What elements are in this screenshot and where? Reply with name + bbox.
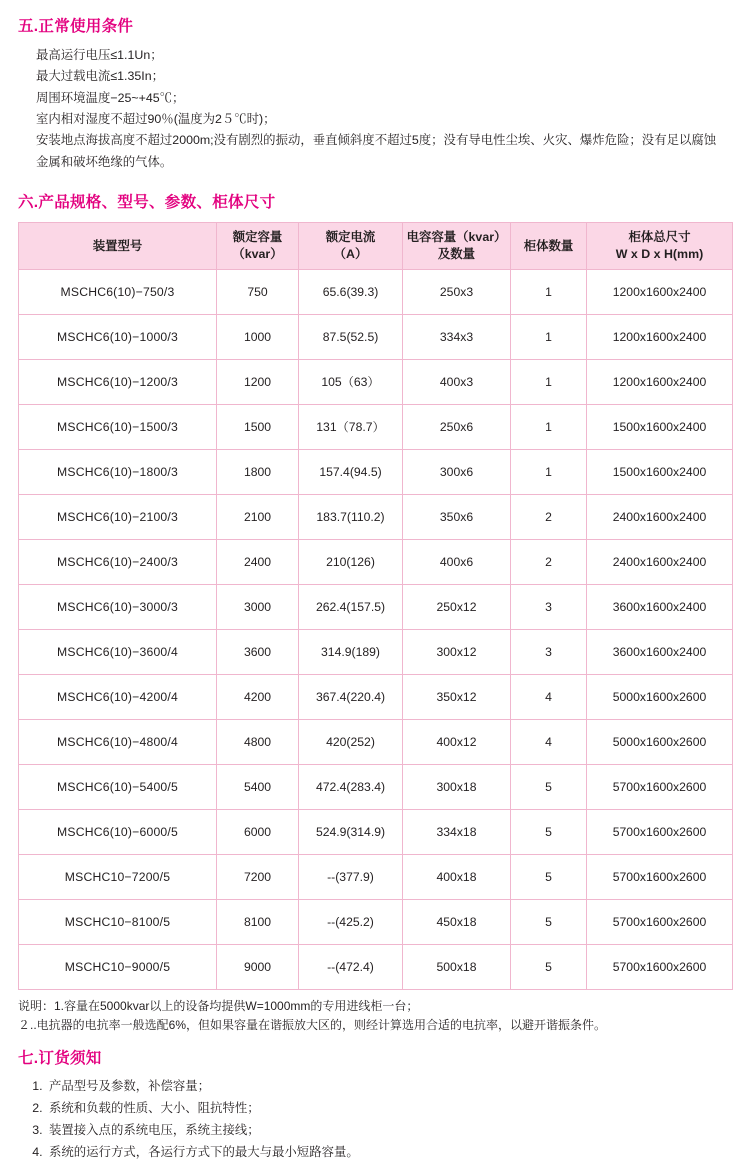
cell-rated-current: --(425.2) xyxy=(299,899,403,944)
cell-cabinet-count: 5 xyxy=(511,809,587,854)
cell-cabinet-count: 5 xyxy=(511,764,587,809)
column-header-line: W x D x H(mm) xyxy=(615,246,704,261)
column-header-line: 装置型号 xyxy=(92,238,143,253)
column-header-cabinet-dimensions xyxy=(587,222,733,269)
cell-cabinet-count: 2 xyxy=(511,539,587,584)
condition-line: 金属和破坏绝缘的气体。 xyxy=(36,154,173,169)
cell-rated-current: 87.5(52.5) xyxy=(299,314,403,359)
cell-rated-capacity: 1000 xyxy=(217,314,299,359)
cell-rated-capacity: 4200 xyxy=(217,674,299,719)
cell-capacitor-capacity: 334x3 xyxy=(403,314,511,359)
cell-rated-current: 105（63） xyxy=(299,359,403,404)
cell-cabinet-dimensions: 3600x1600x2400 xyxy=(587,584,733,629)
list-item: 1. 产品型号及参数，补偿容量； xyxy=(46,1075,732,1097)
cell-rated-current: 262.4(157.5) xyxy=(299,584,403,629)
condition-line: 最高运行电压≤1.1Un； xyxy=(36,48,163,62)
cell-capacitor-capacity: 300x18 xyxy=(403,764,511,809)
cell-rated-capacity: 1200 xyxy=(217,359,299,404)
cell-cabinet-count: 4 xyxy=(511,719,587,764)
cell-capacitor-capacity: 250x12 xyxy=(403,584,511,629)
cell-model: MSCHC6(10)−3600/4 xyxy=(19,629,217,674)
cell-model: MSCHC10−7200/5 xyxy=(19,854,217,899)
cell-model: MSCHC6(10)−1500/3 xyxy=(19,404,217,449)
table-row xyxy=(19,314,733,359)
cell-rated-current: 367.4(220.4) xyxy=(299,674,403,719)
cell-cabinet-dimensions: 5000x1600x2600 xyxy=(587,674,733,719)
column-header-line: 额定电流 xyxy=(325,230,376,245)
cell-cabinet-dimensions: 1500x1600x2400 xyxy=(587,449,733,494)
cell-rated-current: --(377.9) xyxy=(299,854,403,899)
list-item: 3. 装置接入点的系统电压，系统主接线； xyxy=(46,1119,732,1141)
cell-cabinet-dimensions: 1500x1600x2400 xyxy=(587,404,733,449)
spec-table-body xyxy=(19,269,733,989)
cell-capacitor-capacity: 300x6 xyxy=(403,449,511,494)
cell-rated-current: 210(126) xyxy=(299,539,403,584)
column-header-line: 柜体总尺寸 xyxy=(628,230,691,245)
cell-rated-capacity: 1500 xyxy=(217,404,299,449)
section-heading-specs: 六.产品规格、型号、参数、柜体尺寸 xyxy=(18,193,276,211)
cell-rated-current: 131（78.7） xyxy=(299,404,403,449)
cell-capacitor-capacity: 400x18 xyxy=(403,854,511,899)
cell-capacitor-capacity: 250x6 xyxy=(403,404,511,449)
cell-model: MSCHC6(10)−2400/3 xyxy=(19,539,217,584)
cell-capacitor-capacity: 500x18 xyxy=(403,944,511,989)
cell-rated-current: 420(252) xyxy=(299,719,403,764)
cell-rated-capacity: 7200 xyxy=(217,854,299,899)
cell-cabinet-dimensions: 5000x1600x2600 xyxy=(587,719,733,764)
column-header-line: 电容容量（kvar） xyxy=(406,230,507,245)
cell-model: MSCHC6(10)−2100/3 xyxy=(19,494,217,539)
cell-cabinet-count: 1 xyxy=(511,314,587,359)
cell-cabinet-dimensions: 2400x1600x2400 xyxy=(587,494,733,539)
cell-cabinet-count: 1 xyxy=(511,359,587,404)
column-header-model xyxy=(19,222,217,269)
cell-cabinet-count: 1 xyxy=(511,404,587,449)
cell-capacitor-capacity: 400x3 xyxy=(403,359,511,404)
cell-cabinet-dimensions: 5700x1600x2600 xyxy=(587,809,733,854)
cell-capacitor-capacity: 350x12 xyxy=(403,674,511,719)
table-row xyxy=(19,359,733,404)
cell-model: MSCHC6(10)−4800/4 xyxy=(19,719,217,764)
cell-capacitor-capacity: 400x6 xyxy=(403,539,511,584)
cell-cabinet-dimensions: 5700x1600x2600 xyxy=(587,854,733,899)
cell-cabinet-count: 2 xyxy=(511,494,587,539)
table-row xyxy=(19,719,733,764)
section-heading-order: 七.订货须知 xyxy=(18,1049,102,1067)
spec-table-header xyxy=(19,222,733,269)
cell-rated-capacity: 8100 xyxy=(217,899,299,944)
note-line: 说明：1.容量在5000kvar以上的设备均提供W=1000mm的专用进线柜一台； xyxy=(18,998,419,1013)
cell-rated-capacity: 5400 xyxy=(217,764,299,809)
cell-model: MSCHC10−8100/5 xyxy=(19,899,217,944)
cell-rated-capacity: 1800 xyxy=(217,449,299,494)
section-heading-conditions: 五.正常使用条件 xyxy=(18,18,134,35)
table-row xyxy=(19,854,733,899)
cell-capacitor-capacity: 250x3 xyxy=(403,269,511,314)
cell-rated-capacity: 6000 xyxy=(217,809,299,854)
cell-capacitor-capacity: 334x18 xyxy=(403,809,511,854)
cell-cabinet-count: 3 xyxy=(511,584,587,629)
table-row xyxy=(19,629,733,674)
cell-model: MSCHC10−9000/5 xyxy=(19,944,217,989)
column-header-rated-capacity xyxy=(217,222,299,269)
cell-cabinet-dimensions: 3600x1600x2400 xyxy=(587,629,733,674)
column-header-line: 额定容量 xyxy=(232,230,283,245)
table-row xyxy=(19,494,733,539)
column-header-line: 柜体数量 xyxy=(523,238,574,253)
cell-cabinet-dimensions: 1200x1600x2400 xyxy=(587,314,733,359)
cell-model: MSCHC6(10)−6000/5 xyxy=(19,809,217,854)
table-row xyxy=(19,584,733,629)
column-header-cabinet-count xyxy=(511,222,587,269)
cell-rated-capacity: 9000 xyxy=(217,944,299,989)
table-row xyxy=(19,809,733,854)
cell-capacitor-capacity: 400x12 xyxy=(403,719,511,764)
table-header-row xyxy=(19,222,733,269)
spec-table xyxy=(18,222,733,990)
column-header-line: （kvar） xyxy=(232,246,283,261)
cell-cabinet-count: 1 xyxy=(511,269,587,314)
column-header-rated-current xyxy=(299,222,403,269)
cell-model: MSCHC6(10)−5400/5 xyxy=(19,764,217,809)
cell-cabinet-count: 5 xyxy=(511,854,587,899)
cell-capacitor-capacity: 300x12 xyxy=(403,629,511,674)
table-row xyxy=(19,449,733,494)
order-list xyxy=(32,1075,732,1163)
cell-model: MSCHC6(10)−1800/3 xyxy=(19,449,217,494)
condition-line: 周围环境温度−25~+45℃； xyxy=(36,90,185,105)
condition-line: 安装地点海拔高度不超过2000m;没有剧烈的振动，垂直倾斜度不超过5度；没有导电性尘埃、火灾、爆炸危险；没有足以腐蚀 xyxy=(36,133,717,148)
cell-cabinet-dimensions: 5700x1600x2600 xyxy=(587,899,733,944)
cell-cabinet-dimensions: 5700x1600x2600 xyxy=(587,764,733,809)
table-row xyxy=(19,674,733,719)
cell-model: MSCHC6(10)−3000/3 xyxy=(19,584,217,629)
cell-cabinet-count: 1 xyxy=(511,449,587,494)
cell-rated-capacity: 4800 xyxy=(217,719,299,764)
note-line: ２..电抗器的电抗率一般选配6%，但如果容量在谐振放大区的，则经计算选用合适的电抗率，以避开谐振条件。 xyxy=(18,1018,607,1033)
cell-rated-current: 183.7(110.2) xyxy=(299,494,403,539)
cell-cabinet-count: 5 xyxy=(511,944,587,989)
list-item: 4. 系统的运行方式，各运行方式下的最大与最小短路容量。 xyxy=(46,1141,732,1163)
cell-cabinet-dimensions: 1200x1600x2400 xyxy=(587,269,733,314)
column-header-line: 及数量 xyxy=(437,246,476,261)
cell-capacitor-capacity: 450x18 xyxy=(403,899,511,944)
cell-capacitor-capacity: 350x6 xyxy=(403,494,511,539)
table-row xyxy=(19,539,733,584)
cell-rated-capacity: 2400 xyxy=(217,539,299,584)
cell-cabinet-count: 4 xyxy=(511,674,587,719)
column-header-capacitor-capacity xyxy=(403,222,511,269)
table-row xyxy=(19,764,733,809)
cell-model: MSCHC6(10)−750/3 xyxy=(19,269,217,314)
cell-cabinet-dimensions: 2400x1600x2400 xyxy=(587,539,733,584)
table-row xyxy=(19,944,733,989)
cell-model: MSCHC6(10)−1200/3 xyxy=(19,359,217,404)
spec-table-notes xyxy=(18,997,732,1036)
cell-cabinet-dimensions: 1200x1600x2400 xyxy=(587,359,733,404)
cell-cabinet-count: 5 xyxy=(511,899,587,944)
cell-rated-current: 157.4(94.5) xyxy=(299,449,403,494)
table-row xyxy=(19,404,733,449)
cell-model: MSCHC6(10)−1000/3 xyxy=(19,314,217,359)
cell-cabinet-dimensions: 5700x1600x2600 xyxy=(587,944,733,989)
cell-rated-current: 472.4(283.4) xyxy=(299,764,403,809)
cell-rated-capacity: 750 xyxy=(217,269,299,314)
cell-rated-capacity: 2100 xyxy=(217,494,299,539)
condition-line: 室内相对湿度不超过90％(温度为2５℃时)； xyxy=(36,111,276,126)
column-header-line: （A） xyxy=(333,246,368,261)
cell-rated-capacity: 3000 xyxy=(217,584,299,629)
condition-line: 最大过载电流≤1.35In； xyxy=(36,69,164,84)
cell-rated-current: 524.9(314.9) xyxy=(299,809,403,854)
cell-rated-current: 314.9(189) xyxy=(299,629,403,674)
cell-rated-current: --(472.4) xyxy=(299,944,403,989)
conditions-list xyxy=(36,45,732,173)
cell-rated-current: 65.6(39.3) xyxy=(299,269,403,314)
cell-model: MSCHC6(10)−4200/4 xyxy=(19,674,217,719)
table-row xyxy=(19,899,733,944)
list-item: 2. 系统和负载的性质、大小、阻抗特性； xyxy=(46,1097,732,1119)
cell-cabinet-count: 3 xyxy=(511,629,587,674)
cell-rated-capacity: 3600 xyxy=(217,629,299,674)
table-row xyxy=(19,269,733,314)
